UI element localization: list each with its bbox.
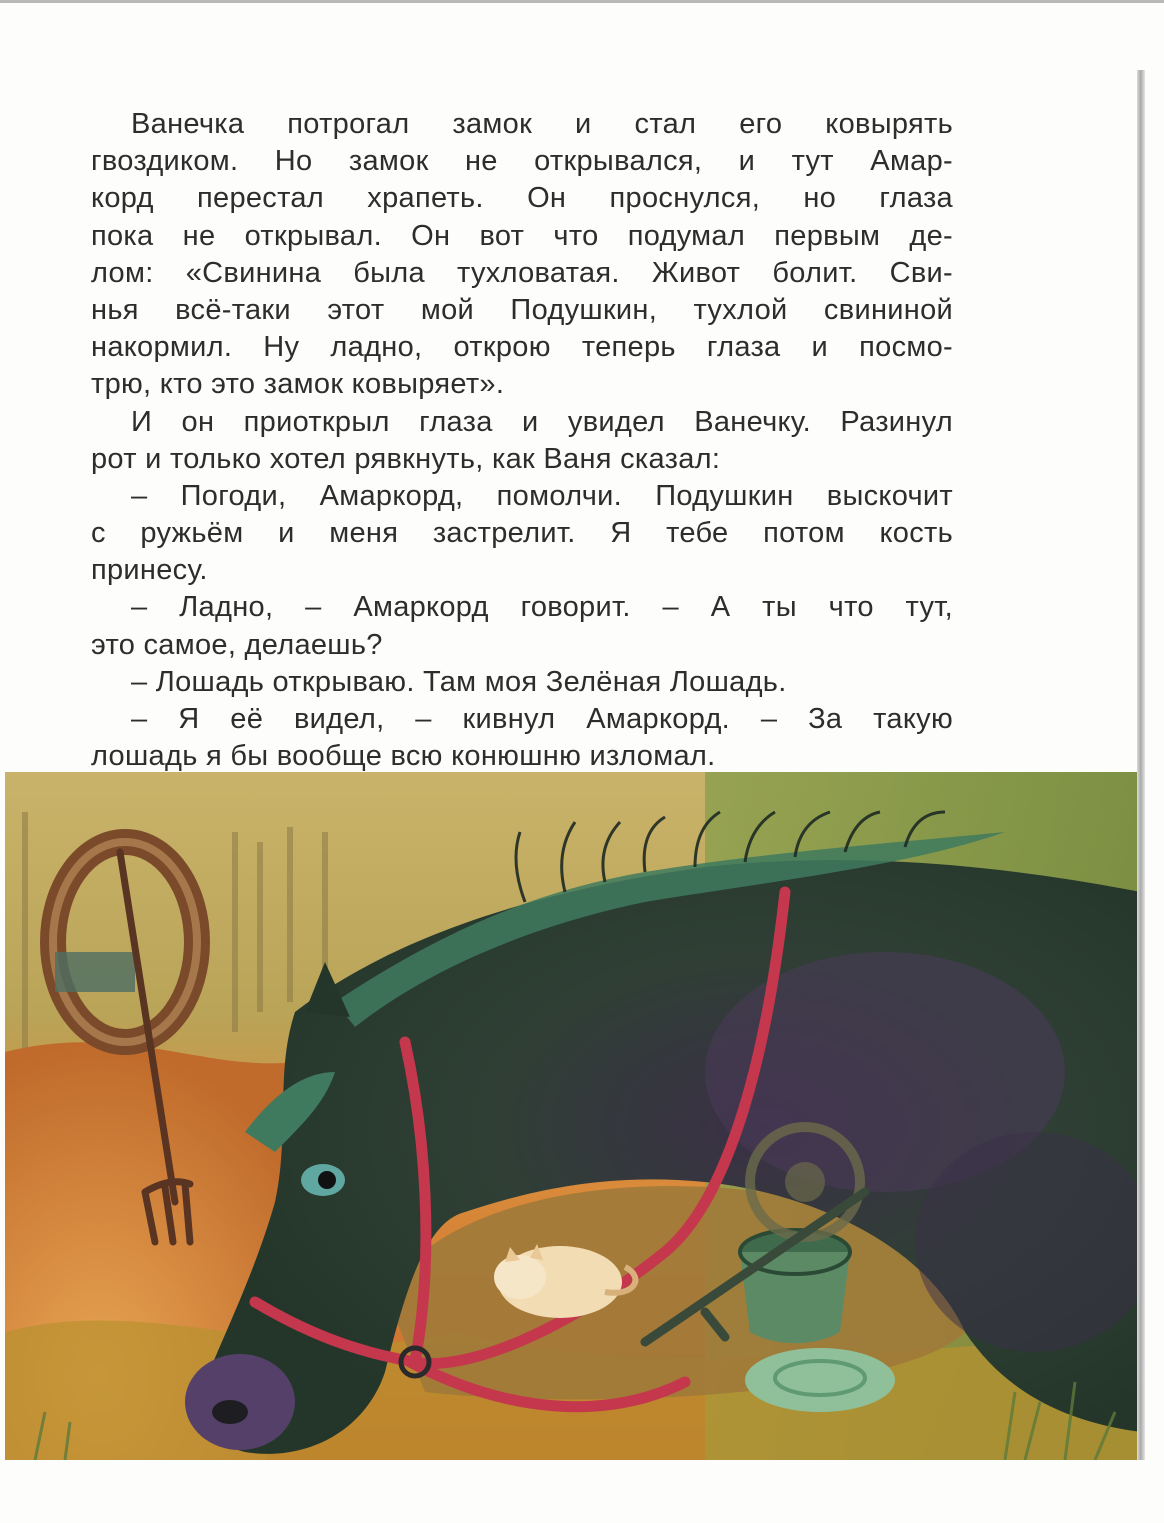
text-line: пока не открывал. Он вот что подумал первым де- (91, 219, 953, 252)
text-line: трю, кто это замок ковыряет». (91, 368, 505, 401)
text-line: нья всё-таки этот мой Подушкин, тухлой свининой (91, 293, 953, 326)
text-line: – Я её видел, – кивнул Амаркорд. – За такую (131, 703, 953, 735)
text-line: Ванечка потрогал замок и стал его ковырять (131, 108, 953, 140)
horse-illustration (5, 772, 1141, 1460)
text-line: рот и только хотел рявкнуть, как Ваня сказал: (91, 442, 721, 475)
text-line: гвоздиком. Но замок не открывался, и тут Амар- (91, 145, 953, 178)
story-text (91, 106, 953, 775)
top-rule (0, 0, 1164, 3)
text-line: это самое, делаешь? (91, 628, 383, 661)
text-line: лошадь я бы вообще всю конюшню изломал. (91, 740, 716, 773)
text-line: принесу. (91, 554, 208, 587)
text-line: с ружьём и меня застрелит. Я тебе потом кость (91, 517, 953, 550)
text-line: – Лошадь открываю. Там моя Зелёная Лошадь. (131, 665, 787, 698)
page-edge (1137, 70, 1145, 1460)
text-line: лом: «Свинина была тухловатая. Живот болит. Сви- (91, 256, 953, 289)
text-line: И он приоткрыл глаза и увидел Ванечку. Разинул (131, 405, 953, 438)
plate-icon (745, 1348, 895, 1412)
text-line: – Ладно, – Амаркорд говорит. – А ты что тут, (131, 591, 953, 624)
text-line: накормил. Ну ладно, открою теперь глаза и посмо- (91, 331, 953, 364)
text-line: корд перестал храпеть. Он проснулся, но глаза (91, 182, 953, 215)
bucket-icon (740, 1230, 850, 1343)
text-line: – Погоди, Амаркорд, помолчи. Подушкин выскочит (131, 479, 953, 512)
green-horse-icon (5, 772, 1141, 1460)
